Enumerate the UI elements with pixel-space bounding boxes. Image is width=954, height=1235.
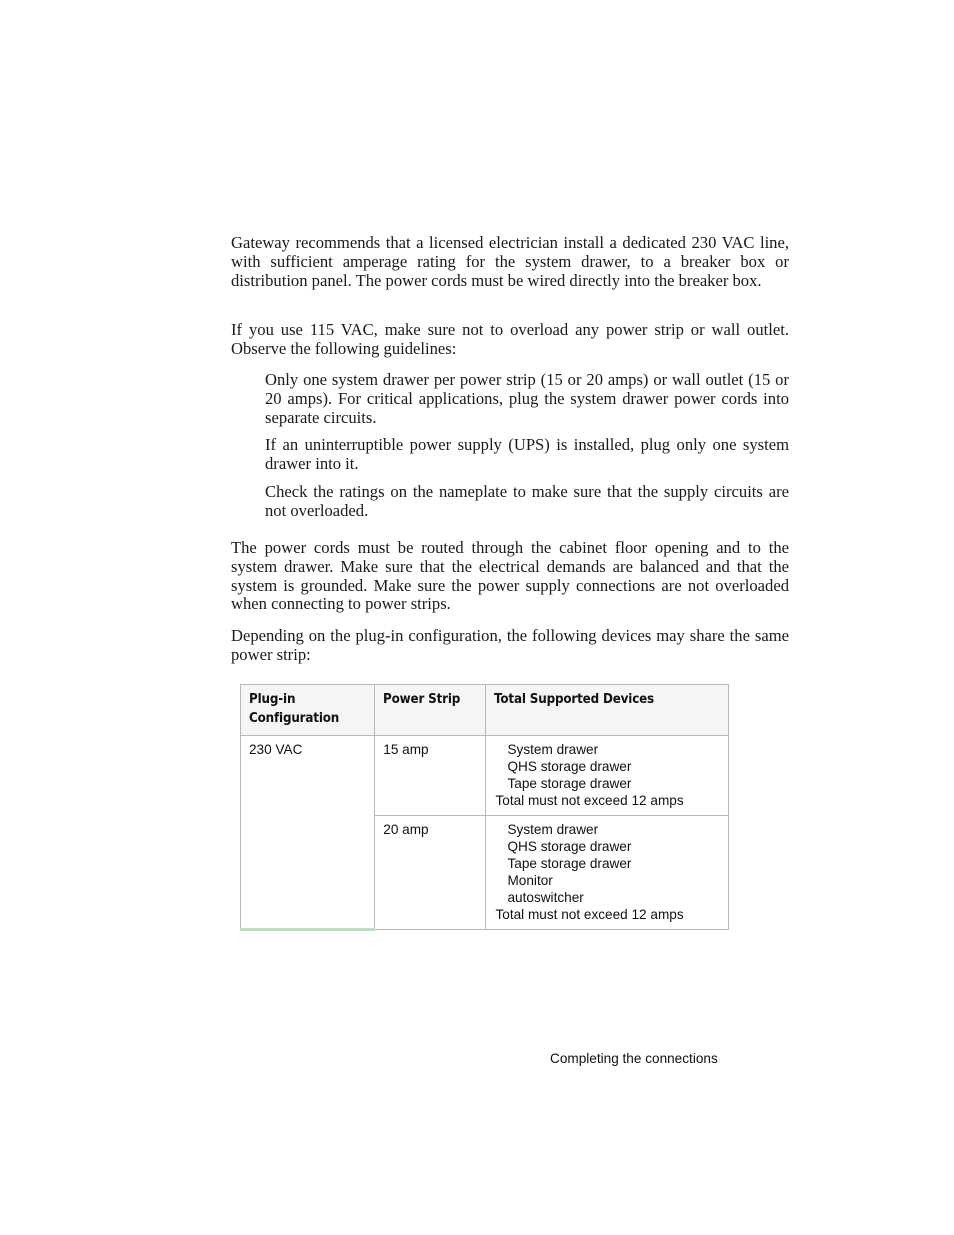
device-item: Monitor [507,873,553,888]
guideline-item: Check the ratings on the nameplate to make sure that the supply circuits are not overloaded. [265,482,789,520]
device-item: QHS storage drawer [507,759,632,774]
power-strip-cell: 15 amp [375,736,486,816]
table-header-row [241,685,729,736]
device-item: autoswitcher [507,890,584,905]
header-total-supported-devices [486,685,729,736]
header-power-strip [375,685,486,736]
header-label: Power Strip [383,691,461,707]
intro-paragraph: Gateway recommends that a licensed electrician install a dedicated 230 VAC line, with sufficient amperage rating for the system drawer, to a breaker box or distribution panel. The power cords must be wired directly into the breaker box. [231,233,789,290]
device-item: Tape storage drawer [507,776,632,791]
power-strip-cell: 20 amp [375,816,486,930]
device-item: Tape storage drawer [507,856,632,871]
header-plug-in-configuration [241,685,375,736]
header-label: Configuration [249,710,340,726]
device-item: System drawer [507,822,599,837]
guideline-item: If an uninterruptible power supply (UPS) is installed, plug only one system drawer into it. [265,435,789,473]
devices-cell [486,816,729,930]
page-footer: Completing the connections [550,1051,718,1066]
header-label: Plug-in [249,691,296,707]
overload-paragraph: If you use 115 VAC, make sure not to overload any power strip or wall outlet. Observe the following guidelines: [231,320,789,358]
config-cell: 230 VAC [241,736,375,930]
device-item: QHS storage drawer [507,839,632,854]
guideline-item: Only one system drawer per power strip (15 or 20 amps) or wall outlet (15 or 20 amps). For critical applications, plug the system drawer power cords into separate circuits. [265,370,789,427]
header-label: Total Supported Devices [494,691,655,707]
devices-cell [486,736,729,816]
table-row [241,736,729,816]
device-total-note: Total must not exceed 12 amps [495,793,684,808]
device-item: System drawer [507,742,599,757]
power-strip-table [240,684,729,931]
sharing-paragraph: Depending on the plug-in configuration, the following devices may share the same power strip: [231,626,789,664]
routing-paragraph: The power cords must be routed through the cabinet floor opening and to the system drawer. Make sure that the electrical demands are balanced and that the system is grounded. Make sure the power supply connections are not overloaded when connecting to power strips. [231,538,789,614]
device-total-note: Total must not exceed 12 amps [495,907,684,922]
